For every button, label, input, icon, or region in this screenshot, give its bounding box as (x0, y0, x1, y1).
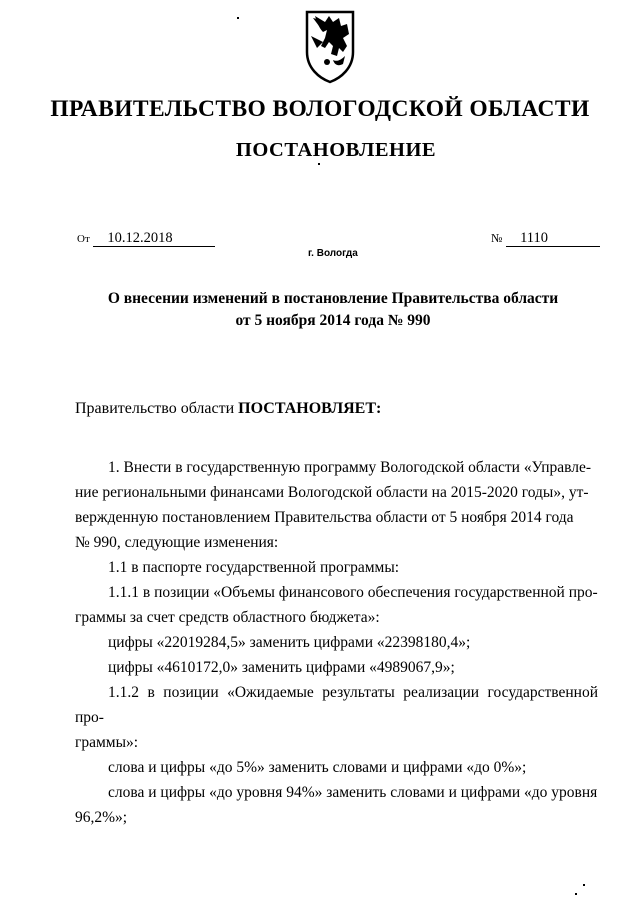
paragraph-8-line-1: слова и цифры «до уровня 94%» заменить словами и цифрами «до уровня (108, 784, 598, 801)
city-name: г. Вологда (308, 248, 358, 259)
paragraph-1-line-1: 1. Внести в государственную программу Вологодской области «Управле- (108, 459, 592, 476)
paragraph-3-line-1: 1.1.1 в позиции «Объемы финансового обеспечения государственной про- (108, 584, 598, 601)
paragraph-4: цифры «22019284,5» заменить цифрами «22398180,4»; (108, 634, 471, 651)
paragraph-7: слова и цифры «до 5%» заменить словами и цифрами «до 0%»; (108, 759, 527, 776)
number-field (491, 230, 600, 250)
scan-speck (583, 884, 585, 886)
paragraph-6-line-2: граммы»: (75, 734, 139, 751)
date-label: От (77, 233, 90, 245)
paragraph-1-line-4: № 990, следующие изменения: (75, 534, 279, 551)
date-field (77, 230, 215, 250)
government-title: ПРАВИТЕЛЬСТВО ВОЛОГОДСКОЙ ОБЛАСТИ (50, 96, 590, 122)
preamble-text: Правительство области (75, 400, 239, 417)
subject-line-1: О внесении изменений в постановление Правительства области (107, 290, 559, 307)
scan-speck (575, 893, 577, 895)
preamble-bold: ПОСТАНОВЛЯЕТ: (238, 400, 382, 417)
date-value: 10.12.2018 (93, 230, 215, 247)
paragraph-8-line-2: 96,2%»; (75, 809, 128, 826)
coat-of-arms-emblem (303, 8, 357, 84)
document-type-title: ПОСТАНОВЛЕНИЕ (235, 139, 437, 161)
number-value: 1110 (506, 230, 600, 247)
preamble (75, 400, 381, 418)
paragraph-2: 1.1 в паспорте государственной программы: (108, 559, 400, 576)
paragraph-3-line-2: граммы за счет средств областного бюджета»: (75, 609, 380, 626)
paragraph-5: цифры «4610172,0» заменить цифрами «4989067,9»; (108, 659, 455, 676)
paragraph-1-line-3: вержденную постановлением Правительства области от 5 ноября 2014 года (75, 509, 574, 526)
number-label: № (491, 231, 503, 245)
document-body (75, 455, 598, 830)
scan-speck (237, 17, 239, 19)
scan-speck (318, 163, 320, 165)
paragraph-1-line-2: ние региональными финансами Вологодской области на 2015-2020 годы», ут- (75, 484, 589, 501)
document-subject (0, 288, 640, 332)
paragraph-6-line-1: 1.1.2 в позиции «Ожидаемые результаты реализации государственной про- (75, 684, 598, 726)
subject-line-2: от 5 ноября 2014 года № 990 (235, 312, 431, 329)
